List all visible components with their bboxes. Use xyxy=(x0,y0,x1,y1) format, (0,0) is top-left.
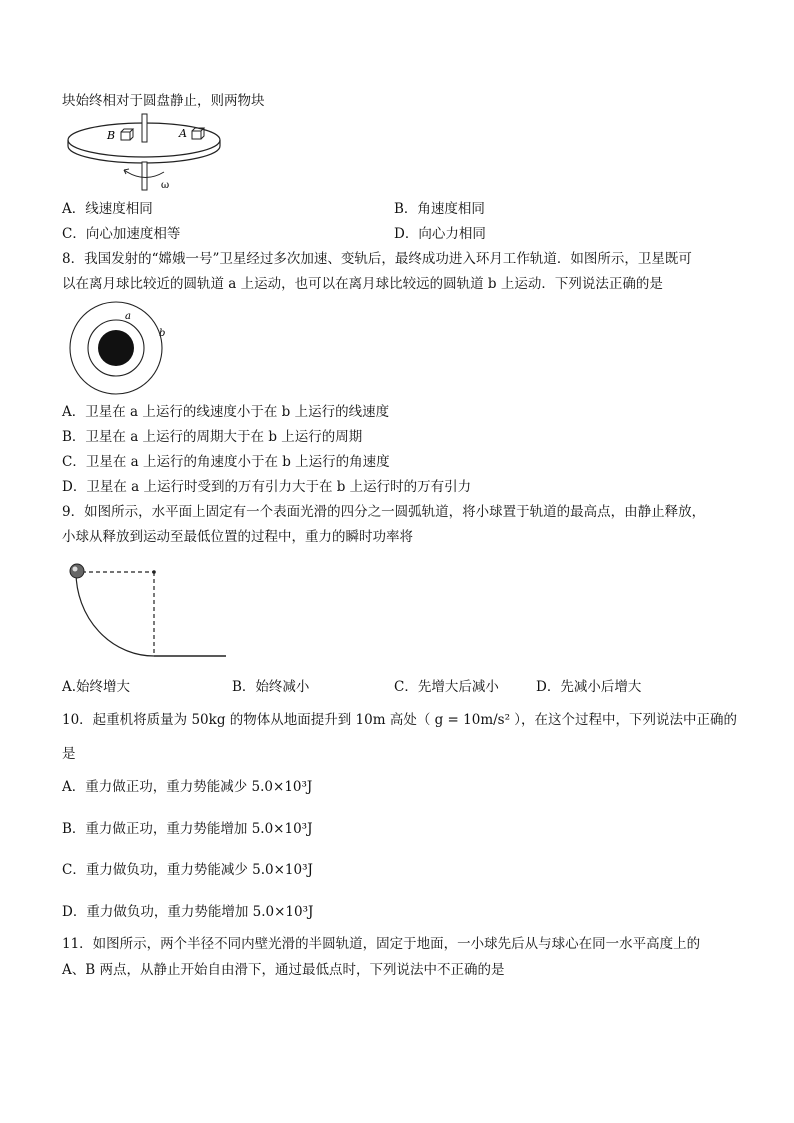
label-omega: ω xyxy=(161,180,170,191)
q10-line-2: 是 xyxy=(62,746,76,762)
q8-option-c: C．卫星在 a 上运行的角速度小于在 b 上运行的角速度 xyxy=(62,454,390,470)
q7-option-b: B．角速度相同 xyxy=(394,201,485,217)
q11-line-2: A、B 两点，从静止开始自由滑下，通过最低点时，下列说法中不正确的是 xyxy=(62,962,505,978)
q10-line-1: 10．起重机将质量为 50kg 的物体从地面提升到 10m 高处（ g = 10m/s² ），在这个过程中，下列说法中正确的 xyxy=(62,712,738,728)
q11-line-1: 11．如图所示，两个半径不同内壁光滑的半圆轨道，固定于地面，一小球先后从与球心在同一水平高度上的 xyxy=(62,936,701,952)
q8-option-d: D．卫星在 a 上运行时受到的万有引力大于在 b 上运行时的万有引力 xyxy=(62,479,472,495)
label-A: A xyxy=(179,127,187,140)
q9-line-2: 小球从释放到运动至最低位置的过程中，重力的瞬时功率将 xyxy=(62,529,413,545)
rotating-disc-figure xyxy=(64,112,224,194)
quarter-arc-track-figure xyxy=(62,560,228,662)
q9-option-d: D．先减小后增大 xyxy=(536,679,642,695)
q7-option-d: D．向心力相同 xyxy=(394,226,486,242)
q8-line-2: 以在离月球比较近的圆轨道 a 上运动，也可以在离月球比较远的圆轨道 b 上运动．下列说法正确的是 xyxy=(62,276,663,292)
q8-option-b: B．卫星在 a 上运行的周期大于在 b 上运行的周期 xyxy=(62,429,363,445)
q9-option-a: A.始终增大 xyxy=(62,679,131,695)
q8-line-1: 8．我国发射的“嫦娥一号”卫星经过多次加速、变轨后，最终成功进入环月工作轨道．如图所示，卫星既可 xyxy=(62,251,692,267)
q8-option-a: A．卫星在 a 上运行的线速度小于在 b 上运行的线速度 xyxy=(62,404,390,420)
orbit-label-a: a xyxy=(125,311,131,322)
q10-option-a: A．重力做正功，重力势能减少 5.0×10³J xyxy=(62,779,313,795)
q10-option-c: C．重力做负功，重力势能减少 5.0×10³J xyxy=(62,862,313,878)
q9-option-b: B．始终减小 xyxy=(232,679,310,695)
q9-line-1: 9．如图所示，水平面上固定有一个表面光滑的四分之一圆弧轨道，将小球置于轨道的最高点，由静止释放， xyxy=(62,504,706,520)
q7-intro-tail: 块始终相对于圆盘静止，则两物块 xyxy=(62,93,265,109)
q10-option-d: D．重力做负功，重力势能增加 5.0×10³J xyxy=(62,904,314,920)
label-B: B xyxy=(107,129,116,142)
q9-option-c: C．先增大后减小 xyxy=(394,679,499,695)
q7-option-c: C．向心加速度相等 xyxy=(62,226,181,242)
q7-option-a: A．线速度相同 xyxy=(62,201,153,217)
q10-option-b: B．重力做正功，重力势能增加 5.0×10³J xyxy=(62,821,313,837)
orbit-label-b: b xyxy=(159,328,166,339)
moon-orbits-figure xyxy=(64,300,170,396)
